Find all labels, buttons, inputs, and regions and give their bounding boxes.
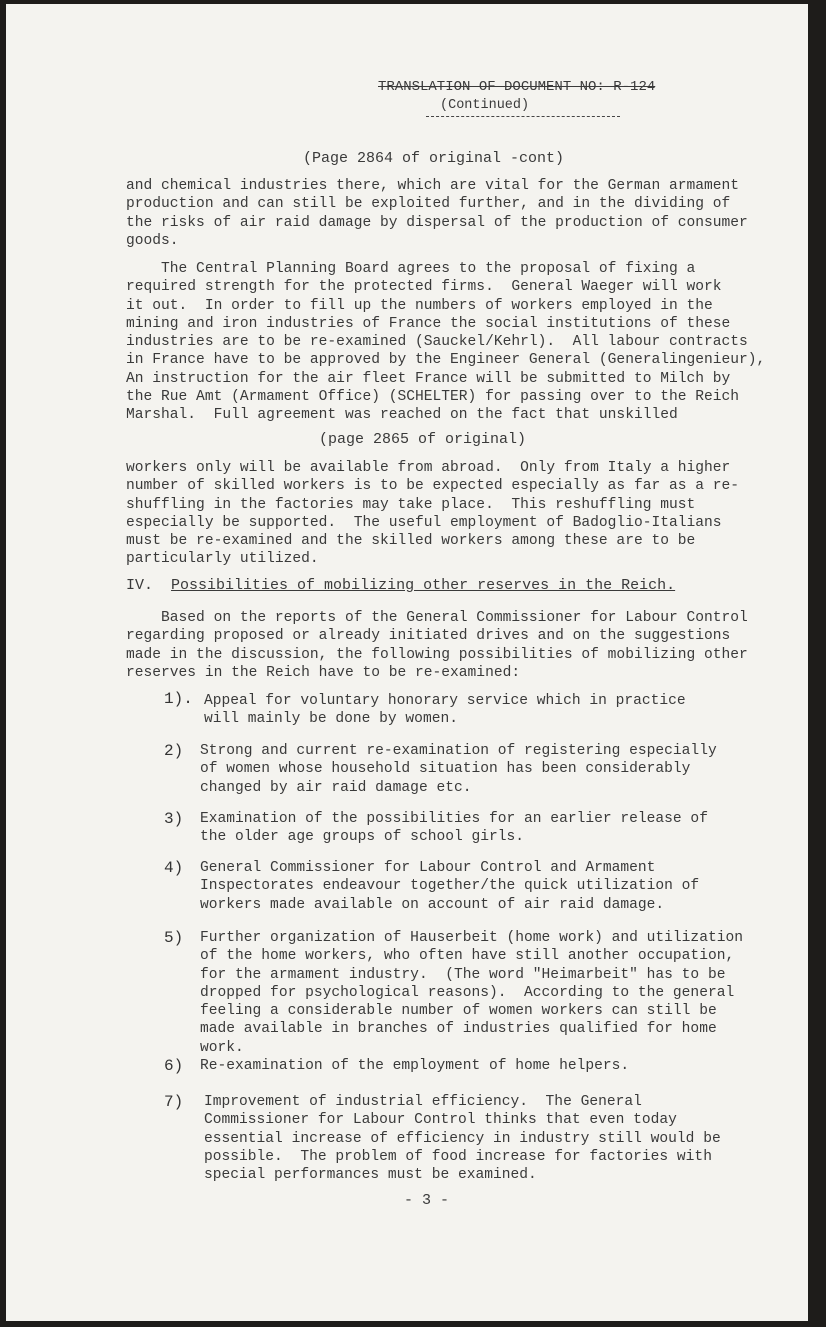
list-number-6: 6) <box>164 1057 184 1075</box>
list-item-2: Strong and current re-examination of registering especially of women whose household situation has been considerably changed by air raid damage etc. <box>200 743 717 796</box>
page-number: - 3 - <box>404 1192 450 1209</box>
document-page <box>6 4 808 1321</box>
header-underline <box>426 116 620 117</box>
list-number-1: 1). <box>164 690 193 708</box>
paragraph-industries: and chemical industries there, which are vital for the German armament production and can still be exploited further, and in the dividing of the risks of air raid damage by dispersal of the production of consumer goods. <box>126 178 748 249</box>
paragraph-central-planning-board: The Central Planning Board agrees to the proposal of fixing a required strength for the protected firms. General Waeger will work it out. In order to fill up the numbers of workers employed in the mining and iron industries of France the social institutions of these industries are to be re-examined (Sauckel/Kehrl). All labour contracts in France have to be approved by the Engineer General (Generalingenieur), An instruction for the air fleet France will be submitted to Milch by the Rue Amt (Armament Office) (SCHELTER) for passing over to the Reich Marshal. Full agreement was reached on the fact that unskilled <box>126 261 766 424</box>
list-item-5: Further organization of Hauserbeit (home work) and utilization of the home workers, who often have still another occupation, for the armament industry. (The word "Heimarbeit" has to be dropped for psychological reasons). According to the general feeling a considerable number of women workers can still be made available in branches of industries qualified for home work. <box>200 930 743 1056</box>
list-item-7: Improvement of industrial efficiency. The General Commissioner for Labour Control thinks that even today essential increase of efficiency in industry still would be possible. The problem of food increase for factories with special performances must be examined. <box>204 1094 721 1184</box>
section-number: IV. <box>126 577 154 594</box>
list-number-7: 7) <box>164 1093 184 1111</box>
section-heading-iv <box>126 577 675 595</box>
page-reference-2865: (page 2865 of original) <box>319 431 527 448</box>
page-reference-2864: (Page 2864 of original -cont) <box>303 150 565 167</box>
list-item-6: Re-examination of the employment of home helpers. <box>200 1058 630 1074</box>
paragraph-reports: Based on the reports of the General Commissioner for Labour Control regarding proposed or already initiated drives and on the suggestions made in the discussion, the following possibilities of mobilizing other reserves in the Reich have to be re-examined: <box>126 610 748 681</box>
list-number-3: 3) <box>164 810 184 828</box>
document-continued-label: (Continued) <box>440 98 530 113</box>
list-item-1: Appeal for voluntary honorary service which in practice will mainly be done by women. <box>204 693 686 728</box>
section-title: Possibilities of mobilizing other reserves in the Reich. <box>171 577 676 594</box>
list-number-5: 5) <box>164 929 184 947</box>
list-item-3: Examination of the possibilities for an earlier release of the older age groups of school girls. <box>200 811 708 846</box>
list-number-2: 2) <box>164 742 184 760</box>
list-item-4: General Commissioner for Labour Control and Armament Inspectorates endeavour together/the quick utilization of workers made available on account of air raid damage. <box>200 860 700 913</box>
paragraph-workers-abroad: workers only will be available from abroad. Only from Italy a higher number of skilled workers is to be expected especially as far as a re- shuffling in the factories may take place. This reshuffling must especially be supported. The useful employment of Badoglio-Italians must be re-examined and the skilled workers among these are to be particularly utilized. <box>126 460 740 568</box>
list-number-4: 4) <box>164 859 184 877</box>
document-title: TRANSLATION OF DOCUMENT NO: R-124 <box>378 79 656 95</box>
